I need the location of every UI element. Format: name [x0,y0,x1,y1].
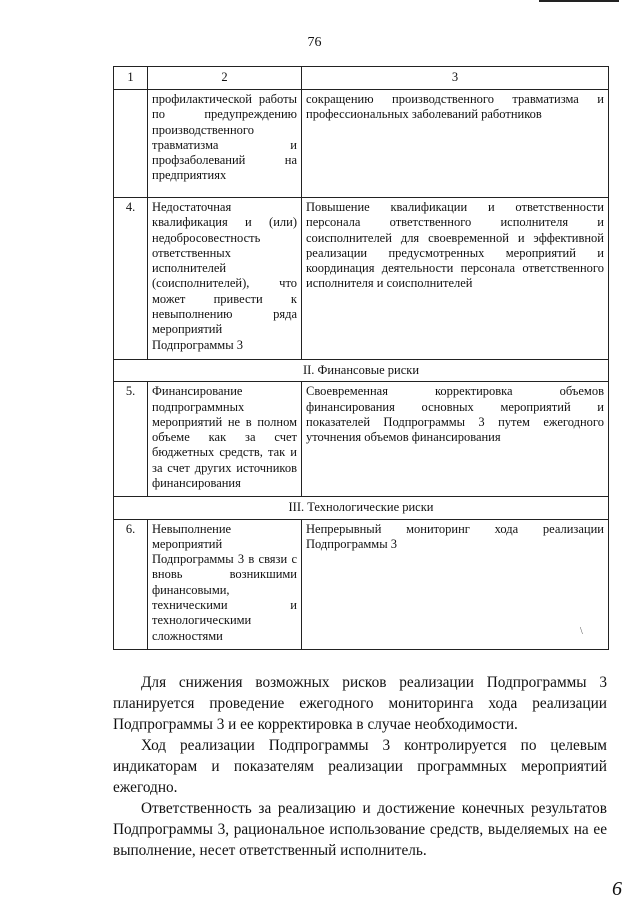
paragraph: Ход реализации Подпрограммы 3 контролируется по целевым индикаторам и показателям реализации программных мероприятий ежегодно. [113,737,607,796]
measure-line: уточнения объемов финансирования [306,430,501,445]
measure-line: соисполнителей для своевременной и эффективной [306,230,604,245]
measure-line: персонала ответственного исполнителя и [306,215,604,230]
risk-line: недобросовестность [152,230,261,245]
measure-line: показателей Подпрограммы 3 путем ежегодного [306,414,604,429]
measure-line: финансирования основных мероприятий и [306,399,604,414]
row-number: 5. [114,382,148,497]
risk-line: по предупреждению [152,107,297,122]
risk-line: бюджетных средств, так и [152,445,297,460]
corner-page-mark: 6 [612,878,622,900]
measure-line: Своевременная корректировка объемов [306,384,604,399]
risk-line: финансовыми, [152,582,230,597]
measure-line: Подпрограммы 3 [306,536,397,551]
measure-line: сокращению производственного травматизма и [306,92,604,106]
top-edge-mark [539,0,619,2]
section-title: II. Финансовые риски [114,360,609,382]
table-row-5 [114,382,609,497]
risk-line: мероприятий [152,536,223,551]
row-number: 6. [114,519,148,649]
risk-line: квалификация и (или) [152,215,297,230]
risk-line: профзаболеваний на [152,153,297,168]
risk-line: Недостаточная [152,200,232,214]
header-col-1: 1 [114,67,148,90]
stray-mark: \ [580,626,583,637]
risk-line: Невыполнение [152,521,232,536]
risk-line: мероприятий не в полном [152,414,297,429]
risk-line: травматизма и [152,137,297,152]
measure-line: Непрерывный мониторинг хода реализации [306,521,604,536]
risk-line: техническими и [152,598,297,613]
risk-line: сложностями [152,628,223,643]
risk-table [113,66,609,650]
header-col-2: 2 [148,67,302,90]
measure-line: реализации предусмотренных мероприятий и [306,245,604,260]
risk-line: вновь возникшими [152,567,297,582]
risk-cell [148,90,302,198]
risk-cell [148,382,302,497]
section-row-financial [114,360,609,382]
risk-line: мероприятий [152,322,223,337]
risk-line: профилактической работы [152,92,297,106]
table-row-continued [114,90,609,198]
paragraph: Для снижения возможных рисков реализации Подпрограммы 3 планируется проведение ежегодного мониторинга хода реализации Подпрограммы 3 и ее корректировка в случае необходимости. [113,674,607,733]
measure-cell [302,382,609,497]
page-number: 76 [307,35,322,50]
risk-line: (соисполнителей), что [152,276,297,291]
measure-line: Повышение квалификации и ответственности [306,200,604,214]
risk-line: предприятиях [152,168,227,183]
risk-line: технологическими [152,613,252,628]
risk-line: Финансирование [152,384,243,399]
risk-line: производственного [152,122,254,137]
measure-line: координация деятельности персонала ответственного [306,261,604,276]
row-number-cell [114,90,148,198]
measure-cell [302,519,609,649]
risk-line: Подпрограммы 3 [152,337,243,352]
risk-line: Подпрограммы 3 в связи с [152,552,297,567]
risk-line: объеме как за счет [152,430,297,445]
table-header-row [114,67,609,90]
paragraph: Ответственность за реализацию и достижение конечных результатов Подпрограммы 3, рациональное использование средств, выделяемых на ее выполнение, несет ответственный исполнитель. [113,800,607,859]
measure-line: профессиональных заболеваний работников [306,107,542,122]
risk-line: подпрограммных [152,399,245,414]
row-number: 4. [114,198,148,360]
section-title: III. Технологические риски [114,497,609,519]
risk-line: за счет других источников [152,460,297,475]
risk-line: невыполнению ряда [152,307,297,322]
measure-line: исполнителя и соисполнителей [306,276,473,291]
risk-line: финансирования [152,476,241,491]
risk-cell [148,519,302,649]
body-text [113,672,607,861]
risk-line: ответственных [152,245,231,260]
measure-cell [302,198,609,360]
header-col-3: 3 [302,67,609,90]
risk-line: исполнителей [152,261,227,276]
measure-cell [302,90,609,198]
section-row-technological [114,497,609,519]
table-row-4 [114,198,609,360]
risk-cell [148,198,302,360]
risk-line: может привести к [152,291,297,306]
table-row-6 [114,519,609,649]
